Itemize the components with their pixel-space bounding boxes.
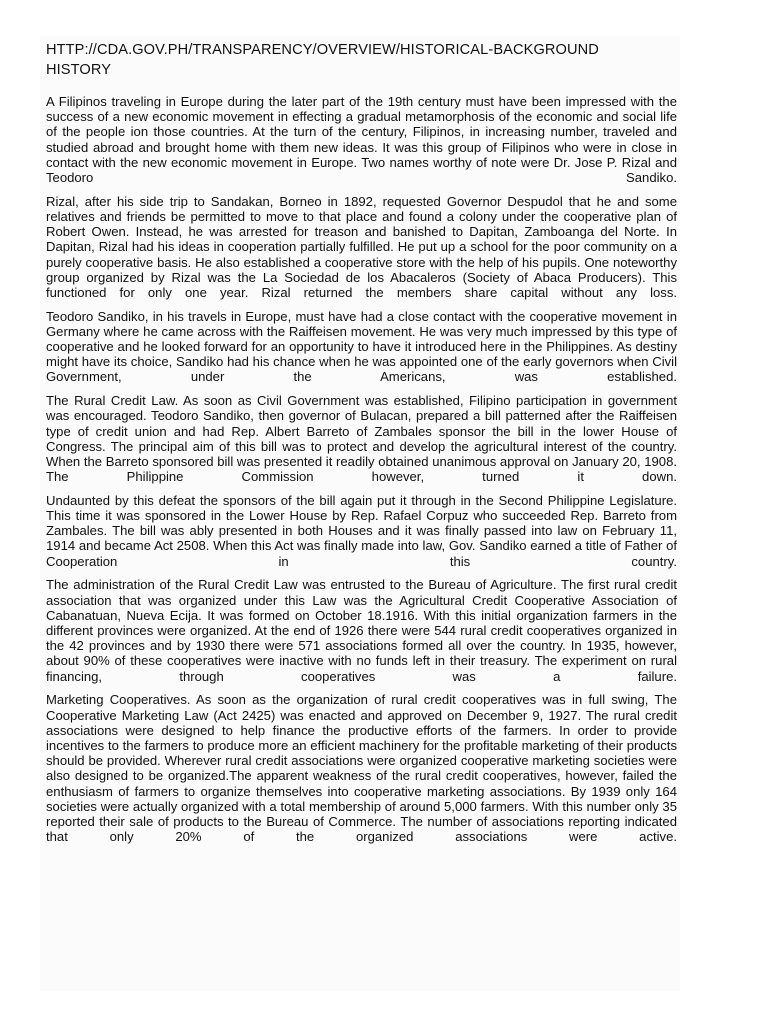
paragraph: Undaunted by this defeat the sponsors of the bill again put it through in the Second Philippine Legislature. This time it was sponsored in the Lower House by Rep. Rafael Corpuz who succeeded Rep. Barreto from Zambales. The bill was ably presented in both Houses and it was finally passed into law on February 11, 1914 and became Act 2508. When this Act was finally made into law, Gov. Sandiko earned a title of Father of Cooperation in this country. [46,492,677,569]
document-header [46,40,676,80]
section-title: HISTORY [46,62,112,78]
paragraph: The Rural Credit Law. As soon as Civil Government was established, Filipino participation in government was encouraged. Teodoro Sandiko, then governor of Bulacan, prepared a bill patterned after the Raiffeisen type of credit union and had Rep. Albert Barreto of Zambales sponsor the bill in the lower House of Congress. The principal aim of this bill was to protect and develop the agricultural interest of the country. When the Barreto sponsored bill was presented it readily obtained unanimous approval on January 20, 1908. The Philippine Commission however, turned it down. [46,393,677,485]
paragraph: The administration of the Rural Credit Law was entrusted to the Bureau of Agriculture. The first rural credit association that was organized under this Law was the Agricultural Credit Cooperative Association of Cabanatuan, Nueva Ecija. It was formed on October 18.1916. With this initial organization farmers in the different provinces were organized. At the end of 1926 there were 544 rural credit cooperatives organized in the 42 provinces and by 1930 there were 571 associations formed all over the country. In 1935, however, about 90% of these cooperatives were inactive with no funds left in their treasury. The experiment on rural financing, through cooperatives was a failure. [46,577,677,684]
paragraph: Rizal, after his side trip to Sandakan, Borneo in 1892, requested Governor Despudol that he and some relatives and friends be permitted to move to that place and found a colony under the cooperative plan of Robert Owen. Instead, he was arrested for treason and banished to Dapitan, Zamboanga del Norte. In Dapitan, Rizal had his ideas in cooperation partially fulfilled. He put up a school for the poor community on a purely cooperative basis. He also established a cooperative store with the help of his pupils. One noteworthy group organized by Rizal was the La Sociedad de los Abacaleros (Society of Abaca Producers). This functioned for only one year. Rizal returned the members share capital without any loss. [46,193,677,300]
paragraph: Teodoro Sandiko, in his travels in Europe, must have had a close contact with the cooperative movement in Germany where he came across with the Raiffeisen movement. He was very much impressed by this type of cooperative and he looked forward for an opportunity to have it introduced here in the Philippines. As destiny might have its choice, Sandiko had his chance when he was appointed one of the early governors when Civil Government, under the Americans, was established. [46,308,677,385]
source-url: HTTP://CDA.GOV.PH/TRANSPARENCY/OVERVIEW/HISTORICAL-BACKGROUND [46,42,599,58]
paragraph: A Filipinos traveling in Europe during the later part of the 19th century must have been impressed with the success of a new economic movement in effecting a gradual metamorphosis of the economic and social life of the people ion those countries. At the turn of the century, Filipinos, in increasing number, traveled and studied abroad and brought home with them new ideas. It was this group of Filipinos who were in close in contact with the new economic movement in Europe. Two names worthy of note were Dr. Jose P. Rizal and Teodoro Sandiko. [46,94,677,186]
document-body [46,94,677,853]
document-page [40,36,680,991]
paragraph: Marketing Cooperatives. As soon as the organization of rural credit cooperatives was in full swing, The Cooperative Marketing Law (Act 2425) was enacted and approved on December 9, 1927. The rural credit associations were designed to help finance the productive efforts of the farmers. In order to provide incentives to the farmers to produce more an efficient machinery for the profitable marketing of their products should be provided. Wherever rural credit associations were organized cooperative marketing societies were also designed to be organized.The apparent weakness of the rural credit cooperatives, however, failed the enthusiasm of farmers to organize themselves into cooperative marketing associations. By 1939 only 164 societies were actually organized with a total membership of around 5,000 farmers. With this number only 35 reported their sale of products to the Bureau of Commerce. The number of associations reporting indicated that only 20% of the organized associations were active. [46,692,677,845]
